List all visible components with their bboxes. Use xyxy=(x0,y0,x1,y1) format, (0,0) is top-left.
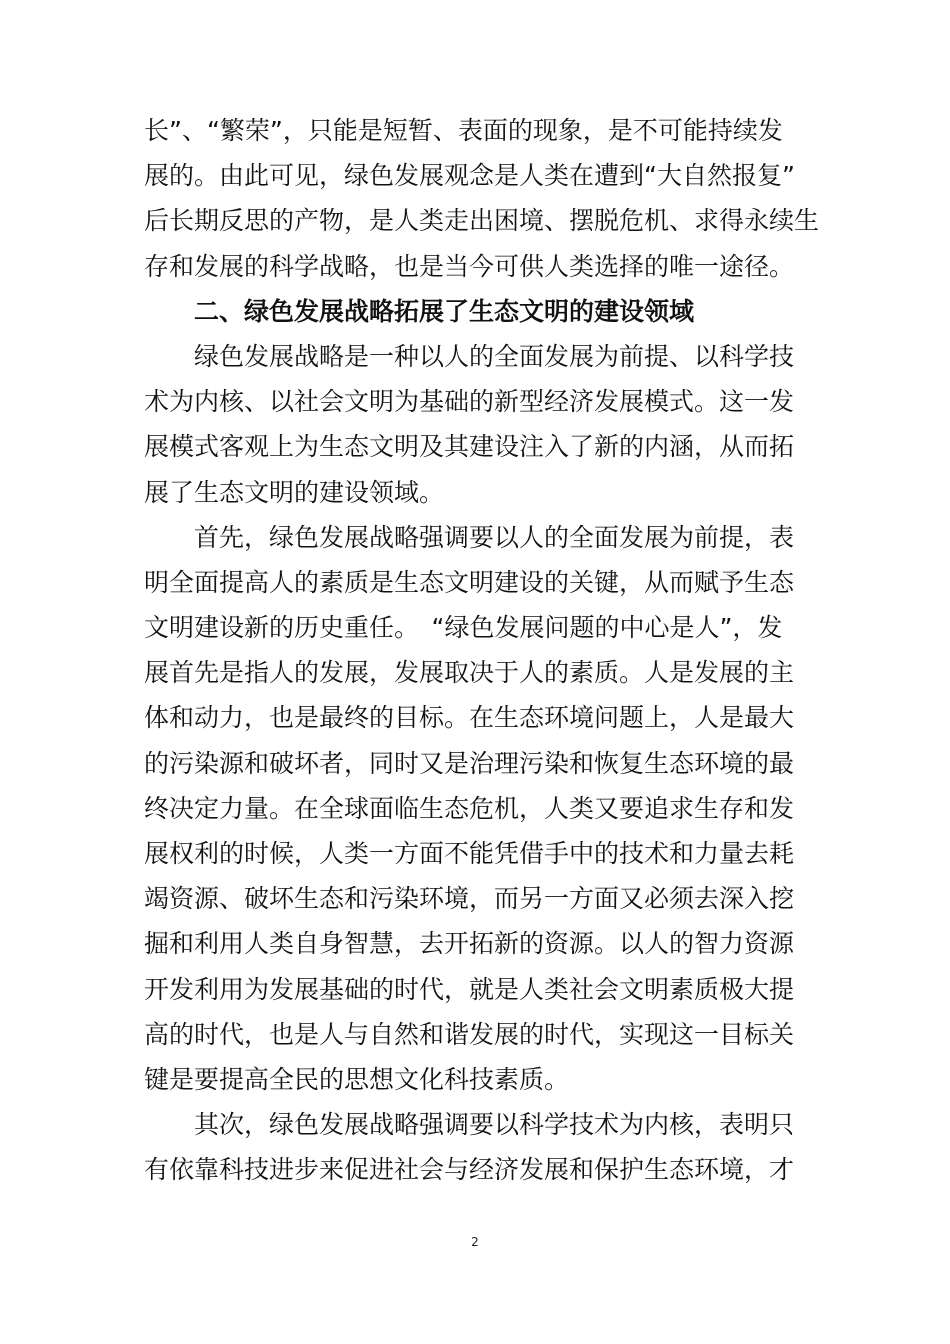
text-line: 展权利的时候，人类一方面不能凭借手中的技术和力量去耗 xyxy=(144,839,795,868)
text-line: 文明建设新的历史重任。 “绿色发展问题的中心是人”，发 xyxy=(144,613,783,643)
body-text xyxy=(144,108,820,1193)
text-line: 存和发展的科学战略，也是当今可供人类选择的唯一途径。 xyxy=(144,251,795,281)
text-line: 展了生态文明的建设领域。 xyxy=(144,477,445,507)
text-line: 术为内核、以社会文明为基础的新型经济发展模式。这一发 xyxy=(144,387,795,417)
text-line: 展首先是指人的发展，发展取决于人的素质。人是发展的主 xyxy=(144,658,795,688)
text-line: 竭资源、破坏生态和污染环境，而另一方面又必须去深入挖 xyxy=(144,884,795,914)
text-line: 体和动力，也是最终的目标。在生态环境问题上，人是最大 xyxy=(144,703,795,733)
text-line: 有依靠科技进步来促进社会与经济发展和保护生态环境，才 xyxy=(144,1155,795,1185)
text-line: 首先，绿色发展战略强调要以人的全面发展为前提，表 xyxy=(144,522,795,552)
page-number: 2 xyxy=(471,1235,479,1249)
section-heading: 二、绿色发展战略拓展了生态文明的建设领域 xyxy=(144,296,695,326)
text-line: 键是要提高全民的思想文化科技素质。 xyxy=(144,1064,570,1094)
text-line: 长”、“繁荣”，只能是短暂、表面的现象，是不可能持续发 xyxy=(144,116,783,145)
text-line: 其次，绿色发展战略强调要以科学技术为内核，表明只 xyxy=(144,1110,795,1140)
text-line: 明全面提高人的素质是生态文明建设的关键，从而赋予生态 xyxy=(144,567,795,597)
text-line: 的污染源和破坏者，同时又是治理污染和恢复生态环境的最 xyxy=(144,748,795,778)
text-line: 终决定力量。在全球面临生态危机，人类又要追求生存和发 xyxy=(144,793,795,823)
text-line: 绿色发展战略是一种以人的全面发展为前提、以科学技 xyxy=(144,341,795,371)
text-line: 后长期反思的产物，是人类走出困境、摆脱危机、求得永续生 xyxy=(144,206,820,236)
text-line: 展模式客观上为生态文明及其建设注入了新的内涵，从而拓 xyxy=(144,432,795,462)
text-line: 开发利用为发展基础的时代，就是人类社会文明素质极大提 xyxy=(144,974,795,1004)
text-line: 展的。由此可见，绿色发展观念是人类在遭到“大自然报复” xyxy=(144,161,795,191)
text-line: 掘和利用人类自身智慧，去开拓新的资源。以人的智力资源 xyxy=(144,929,795,959)
text-line: 高的时代，也是人与自然和谐发展的时代，实现这一目标关 xyxy=(144,1019,795,1049)
